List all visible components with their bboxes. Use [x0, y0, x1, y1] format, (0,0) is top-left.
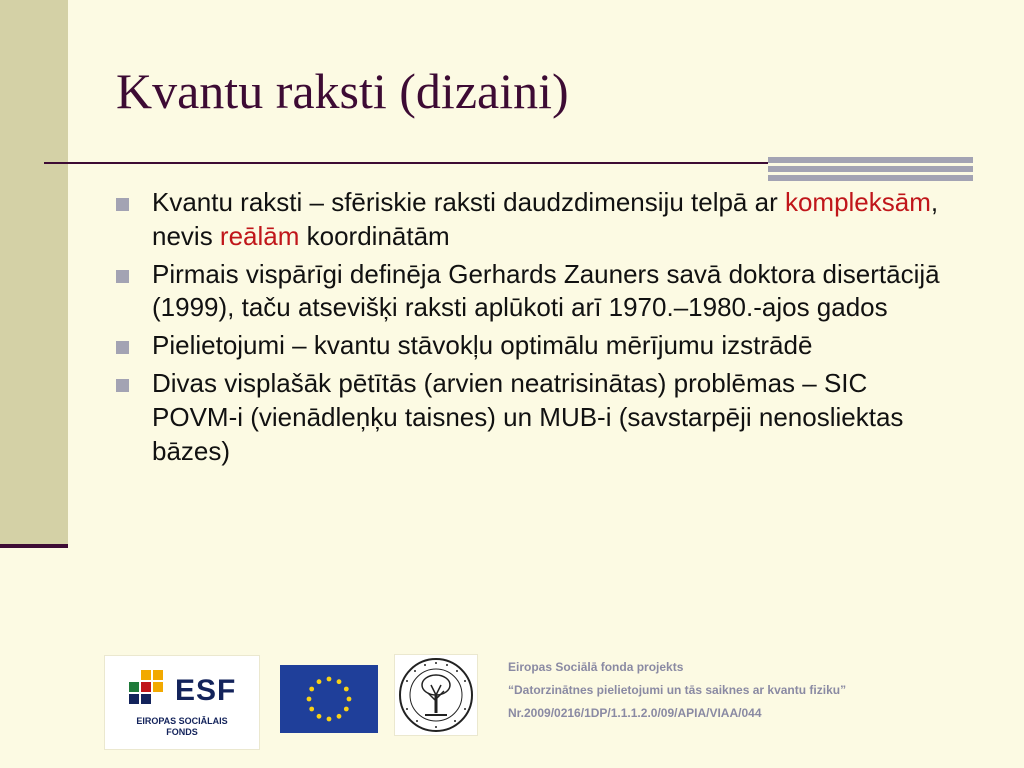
bullet-text: Pirmais vispārīgi definēja Gerhards Zauners savā doktora disertācijā (1999), taču atsevišķi raksti aplūkoti arī 1970.–1980.-ajos gados: [152, 258, 940, 323]
accent-bars: [768, 157, 973, 181]
esf-subtitle-line: EIROPAS SOCIĀLAIS: [136, 716, 228, 726]
highlight-real: reālām: [219, 220, 300, 251]
bullet-text-part: koordinātām: [299, 220, 450, 251]
university-seal: [394, 654, 478, 736]
slide-title: Kvantu raksti (dizaini): [116, 63, 569, 119]
project-line: Eiropas Sociālā fonda projekts: [508, 660, 684, 674]
esf-mark-icon: [127, 670, 171, 710]
bullet-text-part: , nevis: [152, 187, 939, 251]
bullet-item: [116, 186, 956, 254]
esf-subtitle-line: FONDS: [166, 727, 198, 737]
highlight-complex: kompleksām: [784, 187, 931, 217]
esf-wordmark: ESF: [175, 674, 237, 707]
bullet-text: Pielietojumi – kvantu stāvokļu optimālu mērījumu izstrādē: [152, 330, 813, 361]
title-underline: [44, 162, 768, 164]
bullet-text: Divas visplašāk pētītās (arvien neatrisinātas) problēmas – SIC POVM-i (vienādleņķu taisnes) un MUB-i (savstarpēji nenosliektas bāzes): [152, 367, 904, 466]
bullet-item: [116, 367, 956, 468]
project-line: “Datorzinātnes pielietojumi un tās saiknes ar kvantu fiziku”: [508, 683, 847, 697]
accent-bar: [768, 157, 973, 163]
sidebar-panel: [0, 0, 68, 548]
esf-logo: [104, 655, 260, 750]
square-bullet-icon: [116, 198, 129, 211]
square-bullet-icon: [116, 270, 129, 283]
accent-bar: [768, 166, 973, 172]
sidebar-divider: [0, 544, 68, 548]
square-bullet-icon: [116, 379, 129, 392]
square-bullet-icon: [116, 341, 129, 354]
bullet-list: [116, 186, 956, 472]
bullet-item: [116, 258, 956, 326]
project-line: Nr.2009/0216/1DP/1.1.1.2.0/09/APIA/VIAA/044: [508, 706, 762, 720]
bullet-text-part: Kvantu raksti – sfēriskie raksti daudzdimensiju telpā ar: [152, 187, 785, 217]
project-info: [508, 656, 1008, 725]
accent-bar: [768, 175, 973, 181]
bullet-item: [116, 329, 956, 363]
eu-flag-icon: [280, 665, 378, 733]
esf-subtitle: [105, 716, 259, 738]
university-seal-icon: [395, 655, 477, 735]
